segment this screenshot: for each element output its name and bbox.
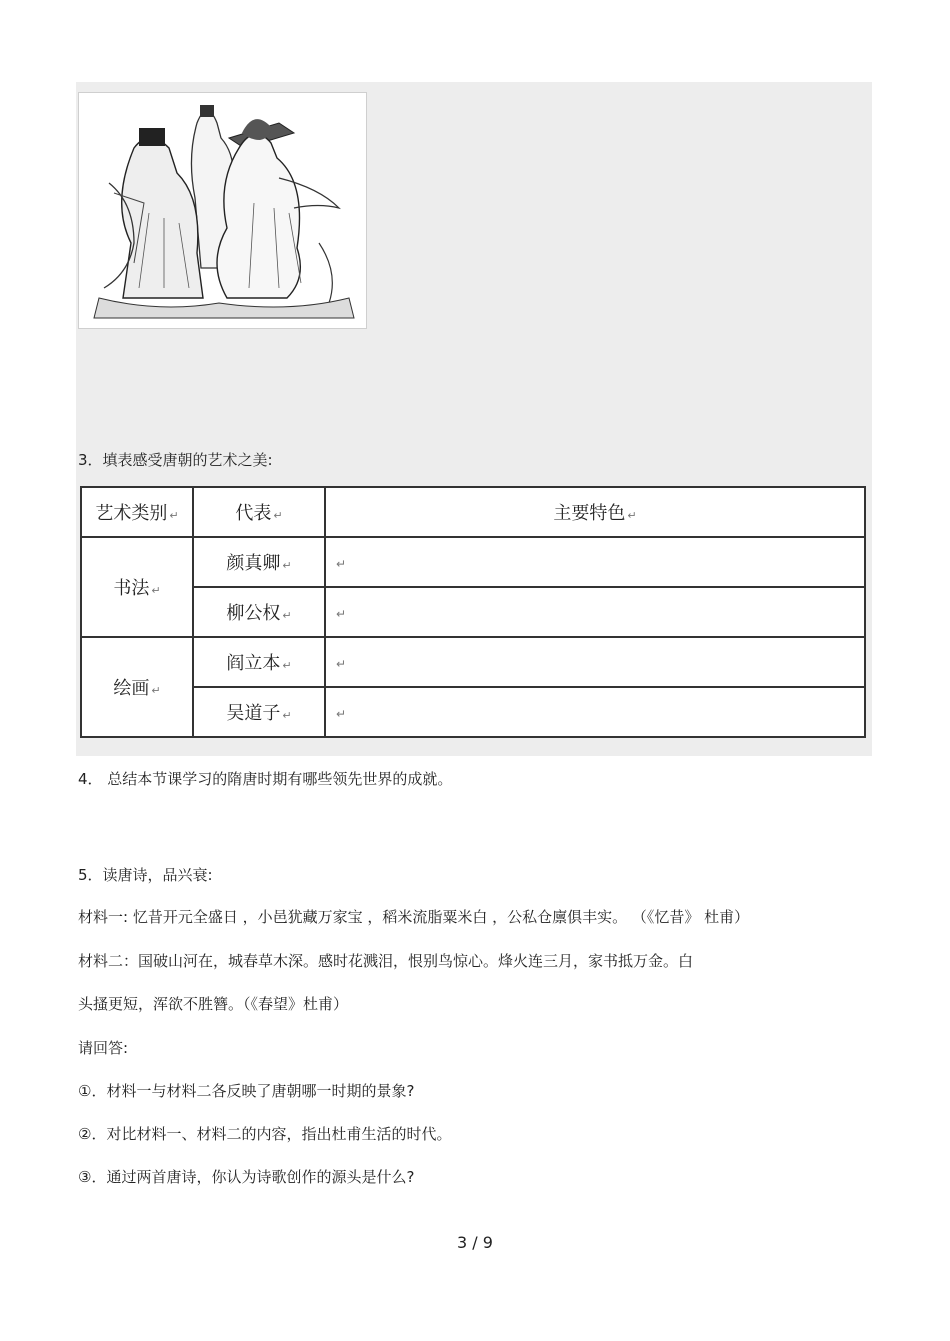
question-4-text: 4． 总结本节课学习的隋唐时期有哪些领先世界的成就。 <box>78 770 453 788</box>
material-two-line-1: 材料二：国破山河在，城春草木深。感时花溅泪，恨别鸟惊心。烽火连三月，家书抵万金。白 <box>78 952 694 970</box>
header-cell-category: 艺术类别 ↵ <box>81 487 193 537</box>
feature-input-cell[interactable]: ↵ <box>325 687 865 737</box>
question-3-title: 3．填表感受唐朝的艺术之美: <box>78 451 273 469</box>
feature-input-cell[interactable]: ↵ <box>325 637 865 687</box>
sub-question-3: ③．通过两首唐诗，你认为诗歌创作的源头是什么? <box>78 1168 415 1186</box>
answer-prompt: 请回答: <box>78 1039 129 1057</box>
table-row <box>81 587 865 637</box>
art-table <box>80 486 866 738</box>
representative-cell: 阎立本 ↵ <box>193 637 325 687</box>
question-5-title: 5．读唐诗，品兴衰: <box>78 866 213 884</box>
representative-cell: 颜真卿 ↵ <box>193 537 325 587</box>
representative-cell: 柳公权 ↵ <box>193 587 325 637</box>
category-cell-painting: 绘画 ↵ <box>81 637 193 737</box>
table-row <box>81 687 865 737</box>
page-number: 3 / 9 <box>457 1233 493 1252</box>
representative-cell: 吴道子 ↵ <box>193 687 325 737</box>
category-cell-calligraphy: 书法 ↵ <box>81 537 193 637</box>
table-row <box>81 637 865 687</box>
feature-input-cell[interactable]: ↵ <box>325 537 865 587</box>
tang-figures-illustration-icon <box>79 93 366 328</box>
header-cell-features: 主要特色 ↵ <box>325 487 865 537</box>
tang-figures-illustration <box>78 92 367 329</box>
material-two-line-2: 头搔更短，浑欲不胜簪。（《春望》杜甫） <box>78 995 349 1013</box>
feature-input-cell[interactable]: ↵ <box>325 587 865 637</box>
header-cell-representative: 代表 ↵ <box>193 487 325 537</box>
sub-question-2: ②．对比材料一、材料二的内容，指出杜甫生活的时代。 <box>78 1125 452 1143</box>
sub-question-1: ①．材料一与材料二各反映了唐朝哪一时期的景象? <box>78 1082 415 1100</box>
table-row <box>81 537 865 587</box>
material-one: 材料一: 忆昔开元全盛日 ，小邑犹藏万家宝 ，稻米流脂粟米白 ，公私仓廪俱丰实。 （《忆昔》 杜甫） <box>78 908 750 926</box>
table-header-row <box>81 487 865 537</box>
